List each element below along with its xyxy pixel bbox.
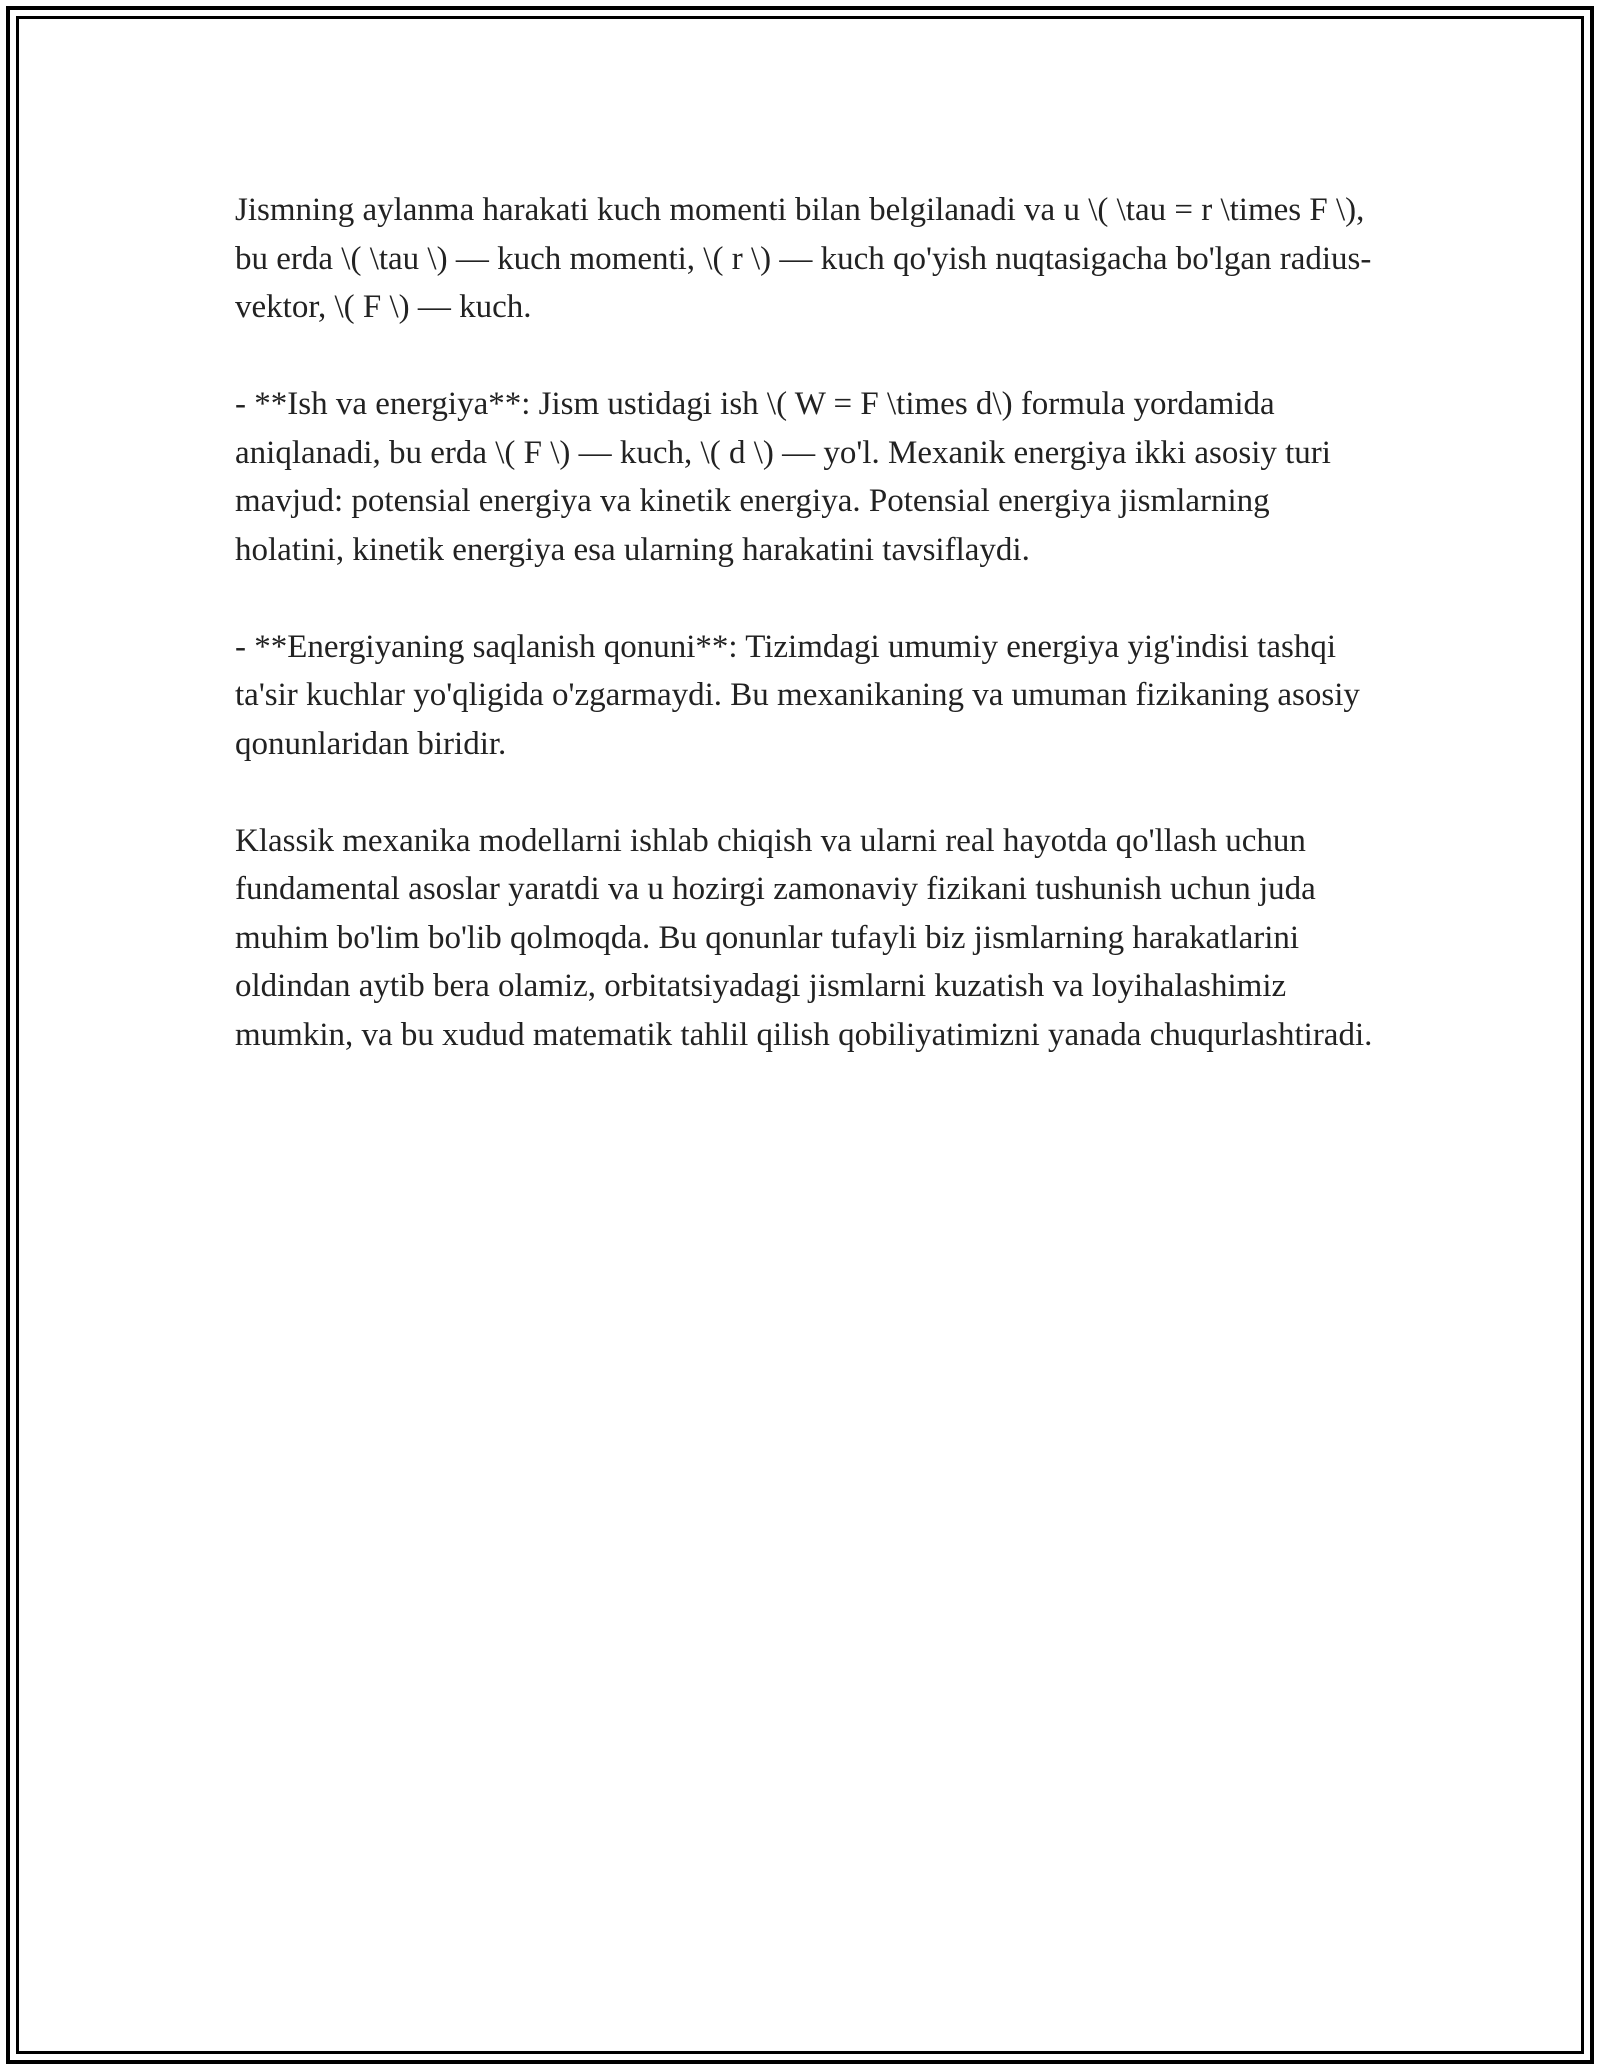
paragraph-energy-conservation: - **Energiyaning saqlanish qonuni**: Tizimdagi umumiy energiya yig'indisi tashqi ta'sir kuchlar yo'qligida o'zgarmaydi. Bu mexanikaning va umuman fizikaning asosiy qonunlaridan biridir. bbox=[235, 628, 1360, 762]
paragraph-classical-mechanics: Klassik mexanika modellarni ishlab chiqish va ularni real hayotda qo'llash uchun fundamental asoslar yaratdi va u hozirgi zamonaviy fizikani tushunish uchun juda muhim bo'lim bo'lib qolmoqda. Bu qonunlar tufayli biz jismlarning harakatlarini oldindan aytib bera olamiz, orbitatsiyadagi jismlarni kuzatish va loyihalashimiz mumkin, va bu xudud matematik tahlil qilish qobiliyatimizni yanada chuqurlashtiradi. bbox=[235, 822, 1373, 1053]
paragraph-work-energy: - **Ish va energiya**: Jism ustidagi ish \( W = F \times d\) formula yordamida aniqlanadi, bu erda \( F \) — kuch, \( d \) — yo'l. Mexanik energiya ikki asosiy turi mavjud: potensial energiya va kinetik energiya. Potensial energiya jismlarning holatini, kinetik energiya esa ularning harakatini tavsiflaydi. bbox=[235, 386, 1331, 568]
document-body bbox=[235, 186, 1375, 1108]
paragraph-torque: Jismning aylanma harakati kuch momenti bilan belgilanadi va u \( \tau = r \times F \), bu erda \( \tau \) — kuch momenti, \( r \) — kuch qo'yish nuqtasigacha bo'lgan radius-vektor, \( F \) — kuch. bbox=[235, 192, 1372, 325]
